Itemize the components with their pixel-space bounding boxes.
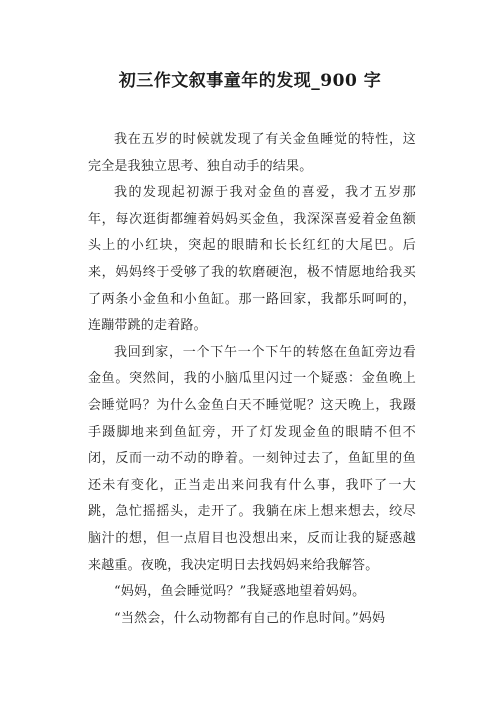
paragraph: 我在五岁的时候就发现了有关金鱼睡觉的特性，这完全是我独立思考、独自动手的结果。 bbox=[88, 132, 416, 174]
document-title: 初三作文叙事童年的发现_900 字 bbox=[118, 71, 382, 91]
paragraph: “当然会，什么动物都有自己的作息时间。”妈妈 bbox=[114, 610, 386, 626]
paragraph: “妈妈，鱼会睡觉吗？”我疑惑地望着妈妈。 bbox=[114, 584, 366, 600]
paragraph: 我的发现起初源于我对金鱼的喜爱，我才五岁那年，每次逛街都缠着妈妈买金鱼，我深深喜爱着金鱼额头上的小红块，突起的眼睛和长长红红的大尾巴。后来，妈妈终于受够了我的软磨硬泡，极不情愿地给我买了两条小金鱼和小鱼缸。那一路回家，我都乐呵呵的，连蹦带跳的走着路。 bbox=[88, 185, 416, 334]
document-body bbox=[88, 127, 416, 632]
paragraph: 我回到家，一个下午一个下午的转悠在鱼缸旁边看金鱼。突然间，我的小脑瓜里闪过一个疑惑：金鱼晚上会睡觉吗？为什么金鱼白天不睡觉呢？这天晚上，我蹑手蹑脚地来到鱼缸旁，开了灯发现金鱼的眼睛不但不闭，反而一动不动的睁着。一刻钟过去了，鱼缸里的鱼还未有变化，正当走出来问我有什么事，我吓了一大跳，急忙摇摇头，走开了。我躺在床上想来想去，绞尽脑汁的想，但一点眉目也没想出来，反而让我的疑惑越来越重。夜晚，我决定明日去找妈妈来给我解答。 bbox=[88, 344, 416, 573]
